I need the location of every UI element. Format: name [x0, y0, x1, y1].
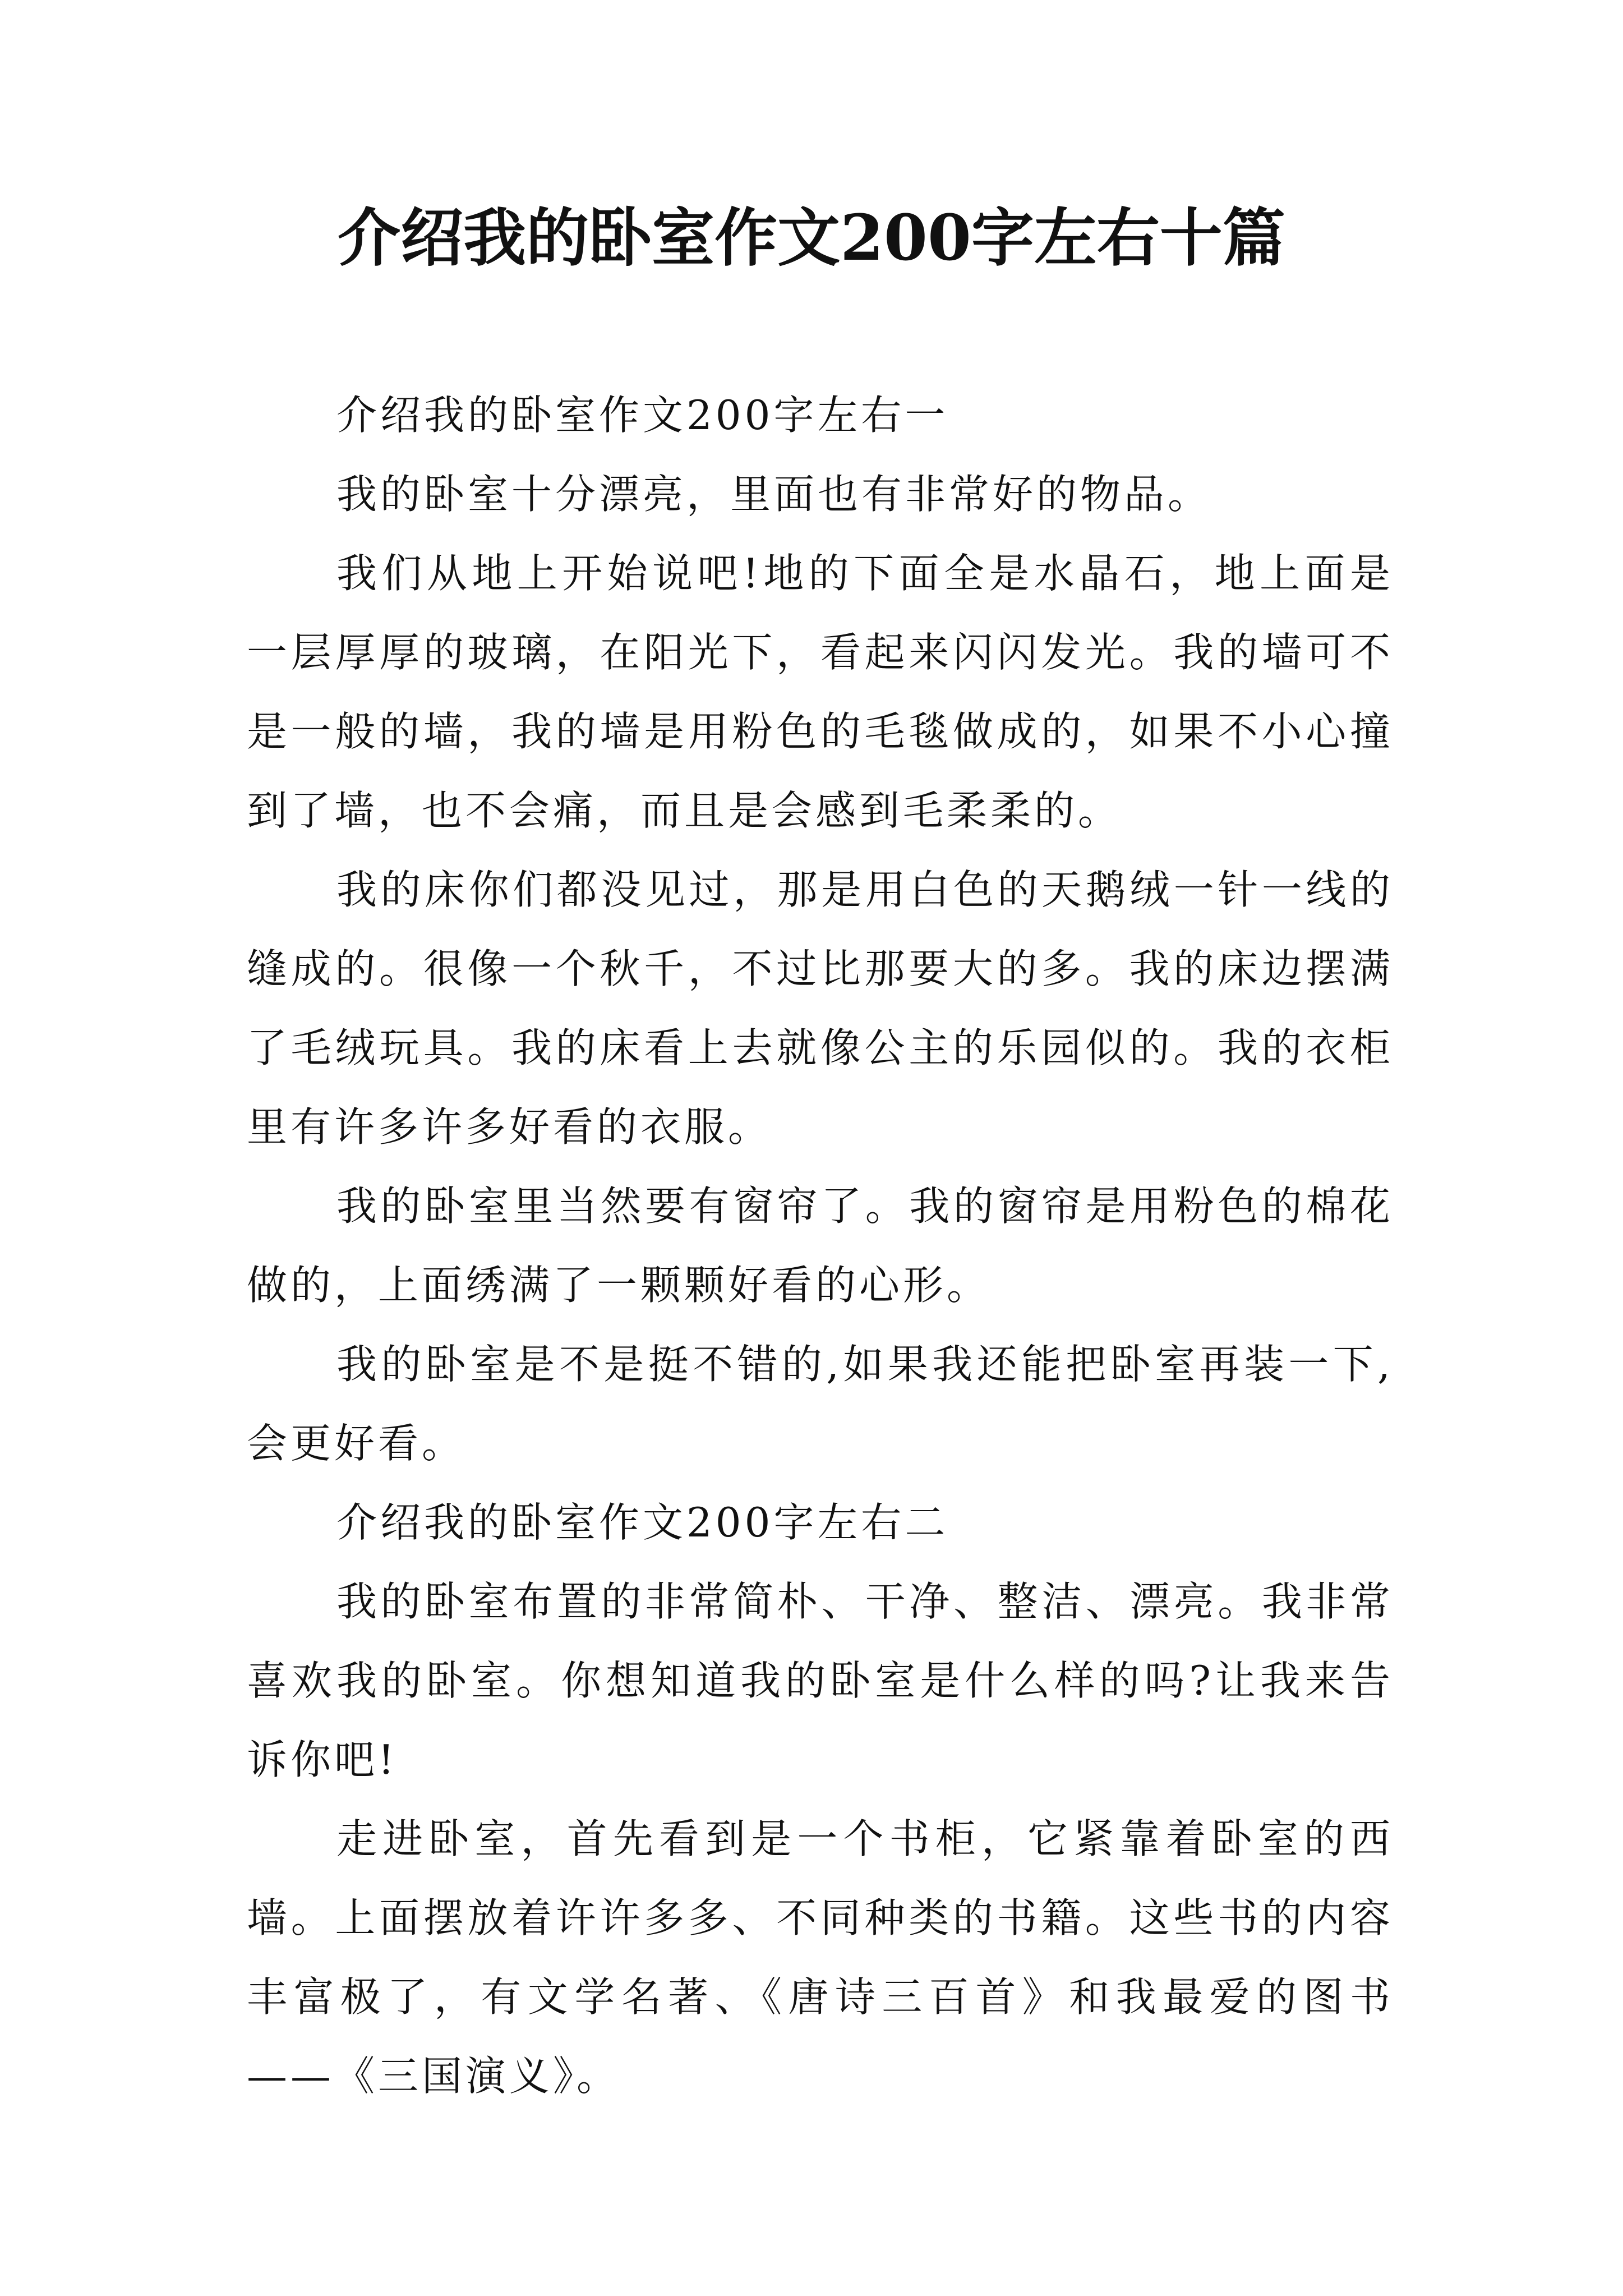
- paragraph: 我的床你们都没见过，那是用白色的天鹅绒一针一线的缝成的。很像一个秋千，不过比那要大的多。我的床边摆满了毛绒玩具。我的床看上去就像公主的乐园似的。我的衣柜里有许多许多好看的衣服。: [247, 866, 1394, 1151]
- paragraph: 介绍我的卧室作文200字左右二: [336, 1499, 949, 1546]
- paragraph: 我的卧室里当然要有窗帘了。我的窗帘是用粉色的棉花做的，上面绣满了一颗颗好看的心形。: [247, 1182, 1394, 1309]
- paragraph: 走进卧室，首先看到是一个书柜，它紧靠着卧室的西墙。上面摆放着许许多多、不同种类的书籍。这些书的内容丰富极了，有文学名著、《唐诗三百首》和我最爱的图书——《三国演义》。: [247, 1815, 1394, 2100]
- paragraph: 我的卧室布置的非常简朴、干净、整洁、漂亮。我非常喜欢我的卧室。你想知道我的卧室是什么样的吗?让我来告诉你吧!: [247, 1578, 1394, 1783]
- paragraph: 我的卧室是不是挺不错的,如果我还能把卧室再装一下,会更好看。: [247, 1341, 1394, 1467]
- document-body: [247, 376, 1394, 2116]
- paragraph: 我的卧室十分漂亮，里面也有非常好的物品。: [336, 471, 1212, 518]
- paragraph: 介绍我的卧室作文200字左右一: [336, 392, 949, 439]
- paragraph: 我们从地上开始说吧!地的下面全是水晶石，地上面是一层厚厚的玻璃，在阳光下，看起来闪闪发光。我的墙可不是一般的墙，我的墙是用粉色的毛毯做成的，如果不小心撞到了墙，也不会痛，而且是会感到毛柔柔的。: [247, 550, 1394, 834]
- document-title: 介绍我的卧室作文200字左右十篇: [338, 201, 1285, 275]
